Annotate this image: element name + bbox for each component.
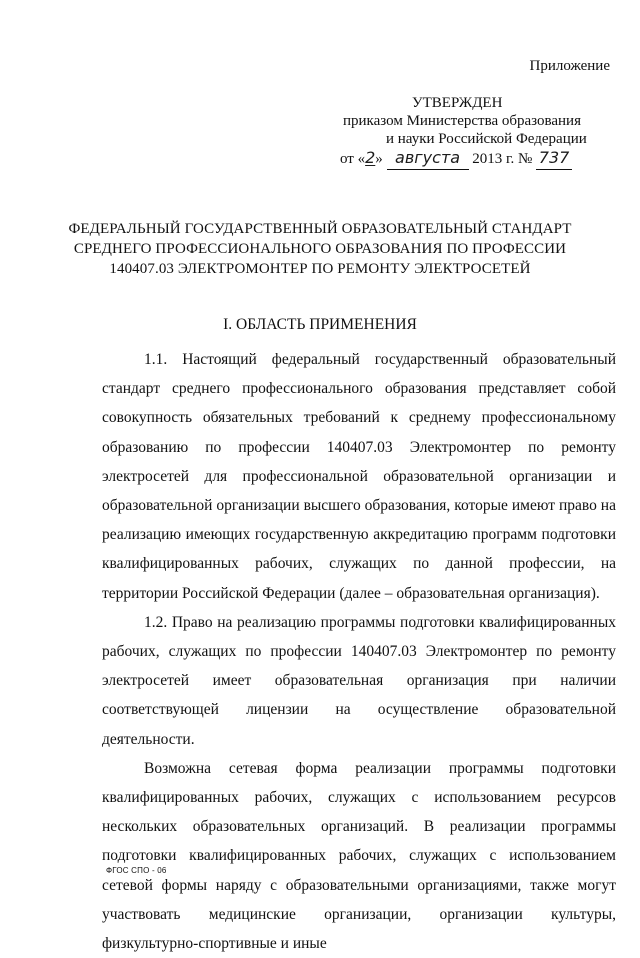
paragraph-1-2: 1.2. Право на реализацию программы подготовки квалифицированных рабочих, служащих по профессии 140407.03 Электромонтер по ремонту электросетей имеет образовательная организация при наличии соответствующей лицензии на осуществление образовательной деятельности. [102,613,616,748]
month-blank [387,148,469,170]
order-issuer-line-2: и науки Российской Федерации [386,131,587,147]
order-issuer-line-1: приказом Министерства образования [343,113,581,129]
title-line-3: 140407.03 ЭЛЕКТРОМОНТЕР ПО РЕМОНТУ ЭЛЕКТРОСЕТЕЙ [109,261,531,277]
title-line-2: СРЕДНЕГО ПРОФЕССИОНАЛЬНОГО ОБРАЗОВАНИЯ ПО ПРОФЕССИИ [73,241,567,257]
document-title [40,219,600,279]
handwritten-order-number: 737 [538,148,570,167]
paragraph-1-1: 1.1. Настоящий федеральный государственный образовательный стандарт среднего профессионального образования представляет собой совокупность обязательных требований к среднему профессиональному образованию по профессии 140407.03 Электромонтер по ремонту электросетей для профессиональной образовательной организации и образовательной организации высшего образования, которые имеют право на реализацию имеющих государственную аккредитацию программ подготовки квалифицированных рабочих, служащих по данной профессии, на территории Российской Федерации (далее – образовательная организация). [102,351,616,602]
section-body [102,345,616,958]
footer-code: ФГОС СПО - 06 [106,866,167,875]
date-year: 2013 г. № [468,151,537,167]
paragraph-network-form: Возможна сетевая форма реализации программы подготовки квалифицированных рабочих, служащих с использованием ресурсов нескольких образовательных организаций. В реализации программы подготовки квалифицированных рабочих, служащих с использованием сетевой формы наряду с образовательными организациями, также могут участвовать медицинские организации, организации культуры, физкультурно-спортивные и иные [102,759,616,953]
section-heading: I. ОБЛАСТЬ ПРИМЕНЕНИЯ [223,316,417,333]
handwritten-month: августа [395,148,461,167]
handwritten-day: 2 [365,148,376,167]
order-date-line [340,148,572,170]
number-blank [536,148,572,170]
date-mid: » [375,151,387,167]
date-prefix: от « [340,151,366,167]
approved-title: УТВЕРЖДЕН [412,95,503,111]
appendix-label: Приложение [529,58,610,74]
title-line-1: ФЕДЕРАЛЬНЫЙ ГОСУДАРСТВЕННЫЙ ОБРАЗОВАТЕЛЬНЫЙ СТАНДАРТ [68,221,572,237]
